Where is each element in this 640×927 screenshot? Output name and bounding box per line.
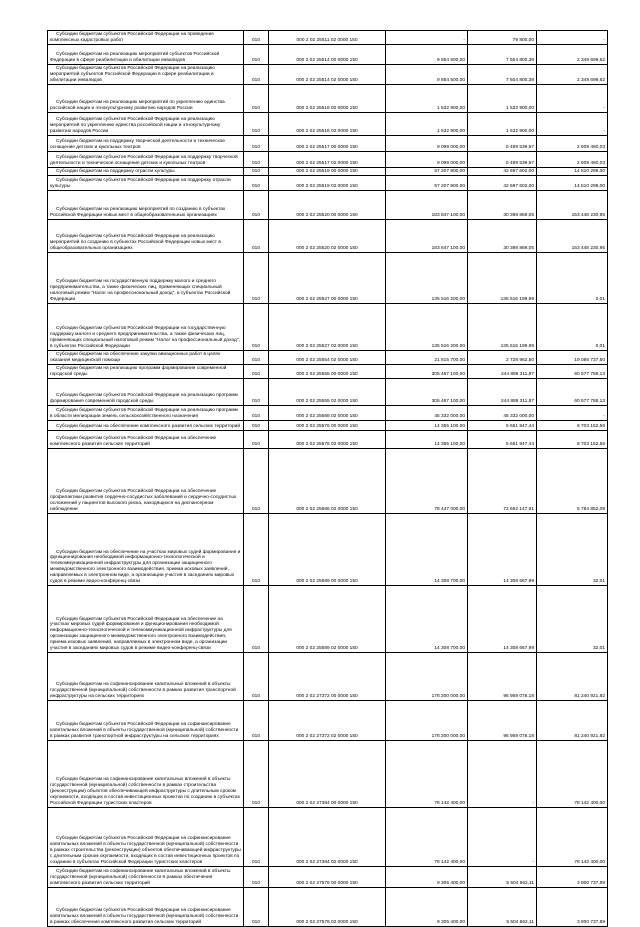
row-approved: 21 815 700,00	[386, 351, 468, 365]
row-unexecuted: 14 510 298,00	[537, 168, 608, 176]
row-code: 010	[244, 701, 269, 741]
row-executed: 5 504 662,11	[468, 867, 537, 888]
row-name: Субсидии бюджетам на реализацию мероприятий по укреплению единства российской нации и этнокультурному развитию народов России	[48, 85, 244, 113]
row-unexecuted: 2 609 460,03	[537, 152, 608, 168]
row-code: 010	[244, 45, 269, 65]
row-approved: 57 207 900,00	[386, 176, 468, 191]
row-approved: -	[386, 31, 468, 45]
table-row	[48, 253, 608, 304]
row-kbk: 000 2 02 25516 02 0000 150	[269, 113, 386, 136]
table-row	[48, 867, 608, 888]
row-executed: 14 308 667,99	[468, 514, 537, 586]
row-executed: 5 651 947,44	[468, 421, 537, 431]
row-code: 010	[244, 65, 269, 85]
row-approved: 78 447 000,00	[386, 449, 468, 514]
row-kbk: 000 2 02 25517 00 0000 150	[269, 136, 386, 152]
row-approved: 135 516 200,00	[386, 253, 468, 304]
row-approved: 9 305 400,00	[386, 867, 468, 888]
table-row	[48, 85, 608, 113]
row-name: Субсидии бюджетам субъектов Российской Федерации на софинансирование капитальных вложений в объекты государственной (муниципальной) собственности в рамках обеспечения комплексного развития сельских территорий	[48, 888, 244, 927]
table-row	[48, 176, 608, 191]
row-unexecuted: 60 577 788,13	[537, 365, 608, 379]
row-approved: 1 532 900,00	[386, 113, 468, 136]
row-unexecuted: 2 609 460,03	[537, 136, 608, 152]
row-unexecuted: 2 349 699,62	[537, 65, 608, 85]
row-kbk: 000 2 02 25519 00 0000 150	[269, 168, 386, 176]
row-approved: 9 305 400,00	[386, 888, 468, 927]
row-approved: 78 142 400,00	[386, 808, 468, 867]
row-name: Субсидии бюджетам субъектов Российской Федерации на обеспечение на участках мировых судей формирования и функционирования необходимой информационно-технологической и телекоммуникационной инфраструктуры для организации защищенного межведомственного электронного взаимодействия, приема исковых заявлений, направляемых в электронном виде, а организации участия в заседаниях мировых судов в режиме видео-конференц-связи	[48, 586, 244, 653]
row-kbk: 000 2 02 27576 00 0000 150	[269, 867, 386, 888]
row-name: Субсидии бюджетам субъектов Российской Федерации на реализацию мероприятий субъектов Российской Федерации в сфере реабилитации и абилитации инвалидов	[48, 65, 244, 85]
row-kbk: 000 2 02 27576 02 0000 150	[269, 888, 386, 927]
table-row	[48, 113, 608, 136]
row-unexecuted: 78 142 400,00	[537, 741, 608, 808]
row-kbk: 000 2 02 25576 02 0000 150	[269, 431, 386, 449]
table-body	[48, 31, 608, 927]
row-executed: 135 516 199,99	[468, 304, 537, 351]
row-approved: 14 355 100,00	[386, 431, 468, 449]
table-row	[48, 365, 608, 379]
row-kbk: 000 2 02 27372 00 0000 150	[269, 653, 386, 701]
row-unexecuted: 8 703 152,56	[537, 421, 608, 431]
table-row	[48, 351, 608, 365]
row-code: 010	[244, 168, 269, 176]
budget-execution-table	[47, 30, 608, 927]
row-unexecuted: 3 800 737,89	[537, 867, 608, 888]
row-name: Субсидии бюджетам субъектов Российской Федерации на проведение комплексных кадастровых работ	[48, 31, 244, 45]
row-approved: 9 854 500,00	[386, 45, 468, 65]
row-kbk: 000 2 02 25527 02 0000 150	[269, 304, 386, 351]
row-name: Субсидии бюджетам на обеспечение комплексного развития сельских территорий	[48, 421, 244, 431]
row-unexecuted: 32,01	[537, 514, 608, 586]
row-kbk: 000 2 02 25555 00 0000 150	[269, 365, 386, 379]
table-row	[48, 421, 608, 431]
row-executed: 244 889 311,87	[468, 365, 537, 379]
row-unexecuted: 32,01	[537, 586, 608, 653]
row-executed: 244 889 311,87	[468, 379, 537, 406]
row-executed: 30 398 869,05	[468, 220, 537, 253]
row-executed: -	[468, 808, 537, 867]
row-executed: 5 651 947,44	[468, 431, 537, 449]
row-approved: 9 099 000,00	[386, 136, 468, 152]
row-unexecuted: 2 349 699,62	[537, 45, 608, 65]
row-approved: 1 532 900,00	[386, 85, 468, 113]
row-executed: 42 697 602,00	[468, 176, 537, 191]
row-approved: 183 847 100,00	[386, 220, 468, 253]
row-kbk: 000 2 02 25527 00 0000 150	[269, 253, 386, 304]
row-code: 010	[244, 888, 269, 927]
row-executed: 72 662 147,91	[468, 449, 537, 514]
row-code: 010	[244, 379, 269, 406]
row-name: Субсидии бюджетам на реализацию мероприятий по созданию в субъектах Российской Федерации новых мест в общеобразовательных организациях	[48, 191, 244, 220]
row-unexecuted: -	[537, 113, 608, 136]
table-row	[48, 449, 608, 514]
row-code: 010	[244, 514, 269, 586]
row-executed: 5 504 662,11	[468, 888, 537, 927]
row-kbk: 000 2 02 25517 02 0000 150	[269, 152, 386, 168]
table-row	[48, 653, 608, 701]
row-name: Субсидии бюджетам на обеспечение закупки авиационных работ в целях оказания медицинской помощи	[48, 351, 244, 365]
row-executed: 79 800,00	[468, 31, 537, 45]
row-kbk: 000 2 02 25514 02 0000 150	[269, 65, 386, 85]
row-approved: 9 854 500,00	[386, 65, 468, 85]
row-executed: 6 489 539,97	[468, 152, 537, 168]
row-unexecuted: 3 800 737,89	[537, 888, 608, 927]
row-name: Субсидии бюджетам на реализацию программ формирования современной городской среды	[48, 365, 244, 379]
row-code: 010	[244, 31, 269, 45]
row-code: 010	[244, 586, 269, 653]
row-unexecuted: 5 784 852,09	[537, 449, 608, 514]
table-row	[48, 808, 608, 867]
table-row	[48, 220, 608, 253]
row-code: 010	[244, 191, 269, 220]
row-kbk: 000 2 02 25555 02 0000 150	[269, 379, 386, 406]
row-unexecuted: 81 240 921,82	[537, 653, 608, 701]
row-approved: 305 467 100,00	[386, 379, 468, 406]
table-row	[48, 431, 608, 449]
row-name: Субсидии бюджетам субъектов Российской Федерации на поддержку творческой деятельности и техническое оснащение детских и кукольных театров	[48, 152, 244, 168]
row-unexecuted: 14 510 298,00	[537, 176, 608, 191]
row-code: 010	[244, 867, 269, 888]
table-row	[48, 45, 608, 65]
row-approved: 178 200 000,00	[386, 701, 468, 741]
table-row	[48, 379, 608, 406]
row-name: Субсидии бюджетам на поддержку творческой деятельности и техническое оснащение детских и кукольных театров	[48, 136, 244, 152]
row-name: Субсидии бюджетам субъектов Российской Федерации на обеспечение профилактики развития сердечно-сосудистых заболеваний и сердечно-сосудистых осложнений у пациентов высокого риска, находящихся на диспансерном наблюдении	[48, 449, 244, 514]
row-approved: 178 200 000,00	[386, 653, 468, 701]
row-executed: 1 532 900,00	[468, 85, 537, 113]
row-executed: 45 332 000,00	[468, 406, 537, 421]
table-row	[48, 136, 608, 152]
table-row	[48, 888, 608, 927]
row-unexecuted: 78 142 400,00	[537, 808, 608, 867]
row-kbk: 000 2 02 25519 02 0000 150	[269, 176, 386, 191]
row-code: 010	[244, 431, 269, 449]
row-name: Субсидии бюджетам субъектов Российской Федерации на софинансирование капитальных вложений в объекты государственной (муниципальной) собственности в рамках строительства (реконструкции) объектов обеспечивающей инфраструктуры с длительным сроком окупаемости, входящих в состав инвестиционных проектов по созданию в субъектах Российской Федерации туристских кластеров	[48, 808, 244, 867]
table-row	[48, 152, 608, 168]
row-code: 010	[244, 741, 269, 808]
row-name: Субсидии бюджетам субъектов Российской Федерации на реализацию программ формирования современной городской среды	[48, 379, 244, 406]
row-approved: 135 516 200,00	[386, 304, 468, 351]
row-name: Субсидии бюджетам субъектов Российской Федерации на реализацию мероприятий по укреплению единства российской нации и этнокультурному развитию народов России	[48, 113, 244, 136]
table-row	[48, 406, 608, 421]
row-approved: 183 847 100,00	[386, 191, 468, 220]
row-code: 010	[244, 351, 269, 365]
row-kbk: 000 2 02 25554 02 0000 150	[269, 351, 386, 365]
row-unexecuted: 0,01	[537, 253, 608, 304]
row-executed: 30 398 869,05	[468, 191, 537, 220]
row-executed: -	[468, 741, 537, 808]
row-code: 010	[244, 85, 269, 113]
table-row	[48, 168, 608, 176]
row-name: Субсидии бюджетам субъектов Российской Федерации на обеспечение комплексного развития сельских территорий	[48, 431, 244, 449]
row-unexecuted: -	[537, 31, 608, 45]
row-name: Субсидии бюджетам на реализацию мероприятий субъектов Российской Федерации в сфере реабилитации и абилитации инвалидов	[48, 45, 244, 65]
row-code: 010	[244, 365, 269, 379]
row-executed: 7 504 800,38	[468, 45, 537, 65]
row-executed: 96 959 078,18	[468, 701, 537, 741]
row-code: 010	[244, 406, 269, 421]
row-kbk: 000 2 02 25589 00 0000 150	[269, 514, 386, 586]
row-approved: 14 308 700,00	[386, 586, 468, 653]
row-kbk: 000 2 02 27372 02 0000 150	[269, 701, 386, 741]
table-row	[48, 586, 608, 653]
row-executed: 6 489 539,97	[468, 136, 537, 152]
row-kbk: 000 2 02 25589 02 0000 150	[269, 586, 386, 653]
row-name: Субсидии бюджетам субъектов Российской Федерации на государственную поддержку малого и среднего предпринимательства, а также физических лиц, применяющих специальный налоговый режим "Налог на профессиональный доход", в субъектах Российской Федерации	[48, 304, 244, 351]
row-executed: 96 959 078,18	[468, 653, 537, 701]
row-executed: 42 697 602,00	[468, 168, 537, 176]
row-approved: 14 308 700,00	[386, 514, 468, 586]
row-code: 010	[244, 808, 269, 867]
row-kbk: 000 2 02 25520 02 0000 150	[269, 220, 386, 253]
row-code: 010	[244, 220, 269, 253]
row-unexecuted: -	[537, 85, 608, 113]
table-row	[48, 741, 608, 808]
row-kbk: 000 2 02 25514 00 0000 150	[269, 45, 386, 65]
table-row	[48, 304, 608, 351]
row-code: 010	[244, 421, 269, 431]
row-unexecuted: 153 448 230,95	[537, 191, 608, 220]
table-row	[48, 65, 608, 85]
row-unexecuted: 19 086 737,50	[537, 351, 608, 365]
row-kbk: 000 2 02 25516 00 0000 150	[269, 85, 386, 113]
row-code: 010	[244, 304, 269, 351]
row-code: 010	[244, 113, 269, 136]
row-unexecuted: 8 703 152,56	[537, 431, 608, 449]
row-name: Субсидии бюджетам на софинансирование капитальных вложений в объекты государственной (муниципальной) собственности в рамках обеспечения комплексного развития сельских территорий	[48, 867, 244, 888]
row-executed: 14 308 667,99	[468, 586, 537, 653]
row-code: 010	[244, 253, 269, 304]
row-code: 010	[244, 449, 269, 514]
row-code: 010	[244, 152, 269, 168]
row-executed: 2 728 962,50	[468, 351, 537, 365]
row-unexecuted: 0,01	[537, 304, 608, 351]
row-name: Субсидии бюджетам на софинансирование капитальных вложений в объекты государственной (муниципальной) собственности в рамках строительства (реконструкции) объектов обеспечивающей инфраструктуры с длительным сроком окупаемости, входящих в состав инвестиционных проектов по созданию в субъектах Российской Федерации туристских кластеров	[48, 741, 244, 808]
row-kbk: 000 2 02 25520 00 0000 150	[269, 191, 386, 220]
row-approved: 78 142 400,00	[386, 741, 468, 808]
row-approved: 305 467 100,00	[386, 365, 468, 379]
row-name: Субсидии бюджетам субъектов Российской Федерации на поддержку отрасли культуры	[48, 176, 244, 191]
row-name: Субсидии бюджетам субъектов Российской Федерации на реализацию мероприятий по созданию в субъектах Российской Федерации новых мест в общеобразовательных организациях	[48, 220, 244, 253]
row-name: Субсидии бюджетам на обеспечение на участках мировых судей формирования и функционирования необходимой информационно-технологической и телекоммуникационной инфраструктуры для организации защищенного межведомственного электронного взаимодействия, приема исковых заявлений, направляемых в электронном виде, а организации участия в заседаниях мировых судов в режиме видео-конференц-связи	[48, 514, 244, 586]
row-kbk: 000 2 02 25511 02 0000 150	[269, 31, 386, 45]
row-unexecuted: -	[537, 406, 608, 421]
row-name: Субсидии бюджетам на государственную поддержку малого и среднего предпринимательства, а также физических лиц, применяющих специальный налоговый режим "Налог на профессиональный доход", в субъектах Российской Федерации	[48, 253, 244, 304]
row-approved: 14 355 100,00	[386, 421, 468, 431]
row-code: 010	[244, 136, 269, 152]
row-code: 010	[244, 653, 269, 701]
row-name: Субсидии бюджетам субъектов Российской Федерации на реализацию программ в области мелиорации земель сельскохозяйственного назначения	[48, 406, 244, 421]
table-row	[48, 191, 608, 220]
row-name: Субсидии бюджетам субъектов Российской Федерации на софинансирование капитальных вложений в объекты государственной (муниципальной) собственности в рамках развития транспортной инфраструктуры на сельских территориях	[48, 701, 244, 741]
row-kbk: 000 2 02 25568 02 0000 150	[269, 406, 386, 421]
row-approved: 57 207 900,00	[386, 168, 468, 176]
row-kbk: 000 2 02 25576 00 0000 150	[269, 421, 386, 431]
table-row	[48, 31, 608, 45]
row-kbk: 000 2 02 27384 00 0000 150	[269, 741, 386, 808]
row-kbk: 000 2 02 25586 02 0000 150	[269, 449, 386, 514]
row-name: Субсидии бюджетам на софинансирование капитальных вложений в объекты государственной (муниципальной) собственности в рамках развития транспортной инфраструктуры на сельских территориях	[48, 653, 244, 701]
row-executed: 135 516 199,99	[468, 253, 537, 304]
row-unexecuted: 60 577 788,13	[537, 379, 608, 406]
row-kbk: 000 2 02 27384 02 0000 150	[269, 808, 386, 867]
row-executed: 1 532 900,00	[468, 113, 537, 136]
row-unexecuted: 153 448 230,95	[537, 220, 608, 253]
table-row	[48, 701, 608, 741]
row-unexecuted: 81 240 921,82	[537, 701, 608, 741]
row-code: 010	[244, 176, 269, 191]
table-row	[48, 514, 608, 586]
row-approved: 45 332 000,00	[386, 406, 468, 421]
row-approved: 9 099 000,00	[386, 152, 468, 168]
row-name: Субсидии бюджетам на поддержку отрасли культуры	[48, 168, 244, 176]
row-executed: 7 504 800,38	[468, 65, 537, 85]
